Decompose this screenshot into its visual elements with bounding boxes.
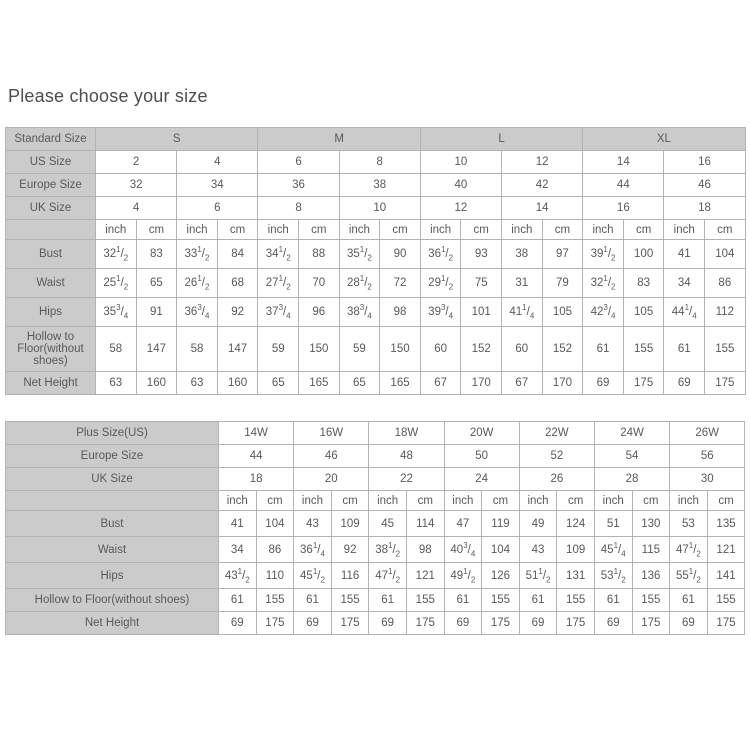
row-label-cell: Hollow to Floor(without shoes) [6, 589, 219, 612]
measure-value-cell: 152 [461, 327, 502, 372]
measure-value-cell: $51^1/_2$ [519, 563, 557, 589]
measure-value-cell: 175 [331, 612, 369, 635]
size-value-cell: 14W [219, 422, 294, 445]
size-value-cell: 50 [444, 445, 519, 468]
measure-value-cell: 69 [219, 612, 257, 635]
measure-value-cell: 121 [406, 563, 444, 589]
measure-value-cell: 69 [519, 612, 557, 635]
measure-value-cell: 165 [380, 372, 421, 395]
size-value-cell: 52 [519, 445, 594, 468]
measure-value-cell: 135 [707, 511, 745, 537]
measure-value-cell: 61 [519, 589, 557, 612]
measure-value-cell: 96 [299, 298, 340, 327]
measure-value-cell: 72 [380, 269, 421, 298]
size-value-cell: 42 [502, 174, 583, 197]
unit-cell: inch [219, 491, 257, 511]
size-value-cell: 16 [583, 197, 664, 220]
size-value-cell: 22 [369, 468, 444, 491]
measure-value-cell: 65 [258, 372, 299, 395]
measure-value-cell: 60 [420, 327, 461, 372]
measure-value-cell: 131 [557, 563, 595, 589]
unit-cell: inch [369, 491, 407, 511]
measure-value-cell: 70 [299, 269, 340, 298]
unit-cell: cm [217, 220, 258, 240]
size-value-cell: 4 [177, 151, 258, 174]
table-row [6, 372, 746, 395]
measure-value-cell: $39^1/_2$ [583, 240, 624, 269]
row-label-cell: Net Height [6, 612, 219, 635]
measure-value-cell: 58 [177, 327, 218, 372]
measure-value-cell: 51 [594, 511, 632, 537]
table-row [6, 197, 746, 220]
measure-value-cell: 114 [406, 511, 444, 537]
size-value-cell: 6 [177, 197, 258, 220]
measure-value-cell: 136 [632, 563, 670, 589]
measure-value-cell: 61 [583, 327, 624, 372]
row-label-cell: Hips [6, 563, 219, 589]
measure-value-cell: 160 [217, 372, 258, 395]
size-value-cell: 2 [96, 151, 177, 174]
size-value-cell: 10 [420, 151, 501, 174]
measure-value-cell: 58 [96, 327, 137, 372]
measure-value-cell: 88 [299, 240, 340, 269]
size-value-cell: 12 [502, 151, 583, 174]
measure-value-cell: $36^3/_4$ [177, 298, 218, 327]
table-row [6, 240, 746, 269]
measure-value-cell: 147 [136, 327, 177, 372]
size-value-cell: 8 [258, 197, 339, 220]
row-label-cell: UK Size [6, 197, 96, 220]
size-value-cell: 56 [670, 445, 745, 468]
measure-value-cell: 61 [664, 327, 705, 372]
size-value-cell: 18W [369, 422, 444, 445]
size-group-cell: M [258, 128, 420, 151]
measure-value-cell: 61 [444, 589, 482, 612]
unit-row-spacer [6, 491, 219, 511]
measure-value-cell: 61 [670, 589, 708, 612]
row-label-cell: Bust [6, 511, 219, 537]
table-row [6, 151, 746, 174]
measure-value-cell: 92 [217, 298, 258, 327]
measure-value-cell: $45^1/_4$ [594, 537, 632, 563]
size-value-cell: 26 [519, 468, 594, 491]
measure-value-cell: $32^1/_2$ [96, 240, 137, 269]
row-label-cell: Plus Size(US) [6, 422, 219, 445]
measure-value-cell: 155 [482, 589, 520, 612]
unit-cell: inch [594, 491, 632, 511]
measure-value-cell: 93 [461, 240, 502, 269]
measure-value-cell: $38^1/_2$ [369, 537, 407, 563]
size-value-cell: 20 [294, 468, 369, 491]
unit-cell: inch [258, 220, 299, 240]
size-value-cell: 40 [420, 174, 501, 197]
measure-value-cell: 170 [461, 372, 502, 395]
measure-value-cell: 90 [380, 240, 421, 269]
measure-value-cell: $36^1/_2$ [420, 240, 461, 269]
measure-value-cell: 109 [331, 511, 369, 537]
measure-value-cell: 43 [519, 537, 557, 563]
row-label-cell: Europe Size [6, 174, 96, 197]
size-value-cell: 46 [294, 445, 369, 468]
page-title: Please choose your size [8, 86, 208, 106]
table-row [6, 422, 745, 445]
measure-value-cell: 100 [623, 240, 664, 269]
measure-value-cell: 105 [542, 298, 583, 327]
measure-value-cell: 61 [369, 589, 407, 612]
size-value-cell: 28 [594, 468, 669, 491]
unit-cell: inch [519, 491, 557, 511]
measure-value-cell: 155 [632, 589, 670, 612]
size-group-cell: S [96, 128, 258, 151]
measure-value-cell: 101 [461, 298, 502, 327]
unit-header-row [6, 491, 745, 511]
size-value-cell: 48 [369, 445, 444, 468]
measure-value-cell: 98 [406, 537, 444, 563]
measure-value-cell: 69 [594, 612, 632, 635]
unit-cell: cm [461, 220, 502, 240]
size-value-cell: 54 [594, 445, 669, 468]
size-value-cell: 16W [294, 422, 369, 445]
measure-value-cell: 61 [219, 589, 257, 612]
size-group-cell: L [420, 128, 582, 151]
measure-value-cell: $29^1/_2$ [420, 269, 461, 298]
measure-value-cell: 91 [136, 298, 177, 327]
unit-cell: inch [294, 491, 332, 511]
measure-value-cell: 43 [294, 511, 332, 537]
measure-value-cell: 155 [331, 589, 369, 612]
size-value-cell: 38 [339, 174, 420, 197]
measure-value-cell: 63 [96, 372, 137, 395]
table-row [6, 589, 745, 612]
row-label-cell: Hips [6, 298, 96, 327]
measure-value-cell: 155 [406, 589, 444, 612]
measure-value-cell: $25^1/_2$ [96, 269, 137, 298]
measure-value-cell: 75 [461, 269, 502, 298]
unit-cell: cm [705, 220, 746, 240]
measure-value-cell: 175 [406, 612, 444, 635]
measure-value-cell: $35^1/_2$ [339, 240, 380, 269]
size-value-cell: 22W [519, 422, 594, 445]
measure-value-cell: 104 [256, 511, 294, 537]
measure-value-cell: 175 [482, 612, 520, 635]
table-row [6, 327, 746, 372]
measure-value-cell: 110 [256, 563, 294, 589]
measure-value-cell: $32^1/_2$ [583, 269, 624, 298]
measure-value-cell: $33^1/_2$ [177, 240, 218, 269]
size-value-cell: 36 [258, 174, 339, 197]
unit-cell: inch [583, 220, 624, 240]
measure-value-cell: 155 [705, 327, 746, 372]
row-label-cell: Hollow to Floor(without shoes) [6, 327, 96, 372]
measure-value-cell: 38 [502, 240, 543, 269]
measure-value-cell: $44^1/_4$ [664, 298, 705, 327]
table-row [6, 563, 745, 589]
measure-value-cell: 155 [256, 589, 294, 612]
size-value-cell: 46 [664, 174, 745, 197]
measure-value-cell: 69 [294, 612, 332, 635]
unit-cell: cm [406, 491, 444, 511]
measure-value-cell: 170 [542, 372, 583, 395]
size-value-cell: 16 [664, 151, 745, 174]
measure-value-cell: 165 [299, 372, 340, 395]
measure-value-cell: 115 [632, 537, 670, 563]
measure-value-cell: 84 [217, 240, 258, 269]
table-row [6, 612, 745, 635]
measure-value-cell: $38^3/_4$ [339, 298, 380, 327]
unit-cell: cm [482, 491, 520, 511]
measure-value-cell: 175 [256, 612, 294, 635]
table-row [6, 511, 745, 537]
measure-value-cell: 53 [670, 511, 708, 537]
measure-value-cell: 175 [707, 612, 745, 635]
standard-size-table [5, 127, 746, 395]
size-value-cell: 44 [219, 445, 294, 468]
unit-row-spacer [6, 220, 96, 240]
unit-cell: cm [331, 491, 369, 511]
unit-cell: cm [632, 491, 670, 511]
size-value-cell: 18 [219, 468, 294, 491]
measure-value-cell: 83 [623, 269, 664, 298]
unit-cell: inch [670, 491, 708, 511]
size-value-cell: 30 [670, 468, 745, 491]
measure-value-cell: 141 [707, 563, 745, 589]
measure-value-cell: 105 [623, 298, 664, 327]
size-value-cell: 4 [96, 197, 177, 220]
measure-value-cell: 65 [339, 372, 380, 395]
measure-value-cell: 41 [219, 511, 257, 537]
size-value-cell: 18 [664, 197, 745, 220]
measure-value-cell: 67 [420, 372, 461, 395]
unit-cell: inch [339, 220, 380, 240]
table-row [6, 174, 746, 197]
measure-value-cell: 104 [482, 537, 520, 563]
measure-value-cell: $27^1/_2$ [258, 269, 299, 298]
table-row [6, 298, 746, 327]
measure-value-cell: $26^1/_2$ [177, 269, 218, 298]
row-label-cell: US Size [6, 151, 96, 174]
size-value-cell: 10 [339, 197, 420, 220]
row-label-cell: Net Height [6, 372, 96, 395]
size-value-cell: 8 [339, 151, 420, 174]
plus-size-table [5, 421, 745, 635]
measure-value-cell: 104 [705, 240, 746, 269]
measure-value-cell: 175 [623, 372, 664, 395]
size-group-cell: XL [583, 128, 745, 151]
size-value-cell: 26W [670, 422, 745, 445]
unit-header-row [6, 220, 746, 240]
measure-value-cell: 34 [664, 269, 705, 298]
unit-cell: inch [444, 491, 482, 511]
size-value-cell: 6 [258, 151, 339, 174]
measure-value-cell: 175 [632, 612, 670, 635]
measure-value-cell: $40^3/_4$ [444, 537, 482, 563]
measure-value-cell: 60 [502, 327, 543, 372]
measure-value-cell: $41^1/_4$ [502, 298, 543, 327]
measure-value-cell: 97 [542, 240, 583, 269]
row-label-cell: Waist [6, 269, 96, 298]
size-value-cell: 44 [583, 174, 664, 197]
measure-value-cell: 155 [623, 327, 664, 372]
measure-value-cell: 116 [331, 563, 369, 589]
measure-value-cell: 124 [557, 511, 595, 537]
measure-value-cell: 61 [594, 589, 632, 612]
unit-cell: inch [177, 220, 218, 240]
size-value-cell: 14 [583, 151, 664, 174]
measure-value-cell: 160 [136, 372, 177, 395]
table-row [6, 445, 745, 468]
unit-cell: inch [96, 220, 137, 240]
row-label-cell: Waist [6, 537, 219, 563]
measure-value-cell: $36^1/_4$ [294, 537, 332, 563]
table-row [6, 468, 745, 491]
unit-cell: cm [623, 220, 664, 240]
measure-value-cell: 65 [136, 269, 177, 298]
measure-value-cell: 41 [664, 240, 705, 269]
row-label-cell: Europe Size [6, 445, 219, 468]
measure-value-cell: $47^1/_2$ [670, 537, 708, 563]
measure-value-cell: 69 [369, 612, 407, 635]
measure-value-cell: 59 [339, 327, 380, 372]
measure-value-cell: $45^1/_2$ [294, 563, 332, 589]
measure-value-cell: $39^3/_4$ [420, 298, 461, 327]
measure-value-cell: 69 [670, 612, 708, 635]
size-value-cell: 14 [502, 197, 583, 220]
unit-cell: cm [380, 220, 421, 240]
measure-value-cell: 69 [444, 612, 482, 635]
measure-value-cell: 86 [256, 537, 294, 563]
measure-value-cell: 152 [542, 327, 583, 372]
measure-value-cell: 83 [136, 240, 177, 269]
measure-value-cell: 69 [664, 372, 705, 395]
measure-value-cell: 63 [177, 372, 218, 395]
size-value-cell: 20W [444, 422, 519, 445]
unit-cell: inch [502, 220, 543, 240]
measure-value-cell: $42^3/_4$ [583, 298, 624, 327]
measure-value-cell: 112 [705, 298, 746, 327]
row-label-cell: UK Size [6, 468, 219, 491]
unit-cell: inch [664, 220, 705, 240]
unit-cell: cm [256, 491, 294, 511]
measure-value-cell: 59 [258, 327, 299, 372]
measure-value-cell: $35^3/_4$ [96, 298, 137, 327]
measure-value-cell: 67 [502, 372, 543, 395]
measure-value-cell: 86 [705, 269, 746, 298]
unit-cell: inch [420, 220, 461, 240]
size-value-cell: 12 [420, 197, 501, 220]
row-label-cell: Bust [6, 240, 96, 269]
measure-value-cell: 49 [519, 511, 557, 537]
measure-value-cell: 150 [299, 327, 340, 372]
table-row [6, 537, 745, 563]
measure-value-cell: $28^1/_2$ [339, 269, 380, 298]
measure-value-cell: 98 [380, 298, 421, 327]
measure-value-cell: 68 [217, 269, 258, 298]
measure-value-cell: 61 [294, 589, 332, 612]
measure-value-cell: 79 [542, 269, 583, 298]
measure-value-cell: 45 [369, 511, 407, 537]
measure-value-cell: 147 [217, 327, 258, 372]
measure-value-cell: 150 [380, 327, 421, 372]
measure-value-cell: 47 [444, 511, 482, 537]
measure-value-cell: 175 [705, 372, 746, 395]
unit-cell: cm [299, 220, 340, 240]
measure-value-cell: 119 [482, 511, 520, 537]
unit-cell: cm [136, 220, 177, 240]
measure-value-cell: $34^1/_2$ [258, 240, 299, 269]
measure-value-cell: 31 [502, 269, 543, 298]
measure-value-cell: 121 [707, 537, 745, 563]
size-value-cell: 32 [96, 174, 177, 197]
unit-cell: cm [707, 491, 745, 511]
unit-cell: cm [557, 491, 595, 511]
measure-value-cell: $37^3/_4$ [258, 298, 299, 327]
table-spacer [5, 395, 745, 421]
measure-value-cell: 155 [707, 589, 745, 612]
measure-value-cell: $49^1/_2$ [444, 563, 482, 589]
size-value-cell: 34 [177, 174, 258, 197]
measure-value-cell: 126 [482, 563, 520, 589]
measure-value-cell: 175 [557, 612, 595, 635]
table-row [6, 269, 746, 298]
measure-value-cell: $53^1/_2$ [594, 563, 632, 589]
unit-cell: cm [542, 220, 583, 240]
measure-value-cell: $47^1/_2$ [369, 563, 407, 589]
row-label-cell: Standard Size [6, 128, 96, 151]
size-value-cell: 24 [444, 468, 519, 491]
table-row [6, 128, 746, 151]
measure-value-cell: 92 [331, 537, 369, 563]
size-value-cell: 24W [594, 422, 669, 445]
measure-value-cell: $43^1/_2$ [219, 563, 257, 589]
measure-value-cell: $55^1/_2$ [670, 563, 708, 589]
measure-value-cell: 69 [583, 372, 624, 395]
measure-value-cell: 109 [557, 537, 595, 563]
measure-value-cell: 130 [632, 511, 670, 537]
measure-value-cell: 155 [557, 589, 595, 612]
measure-value-cell: 34 [219, 537, 257, 563]
